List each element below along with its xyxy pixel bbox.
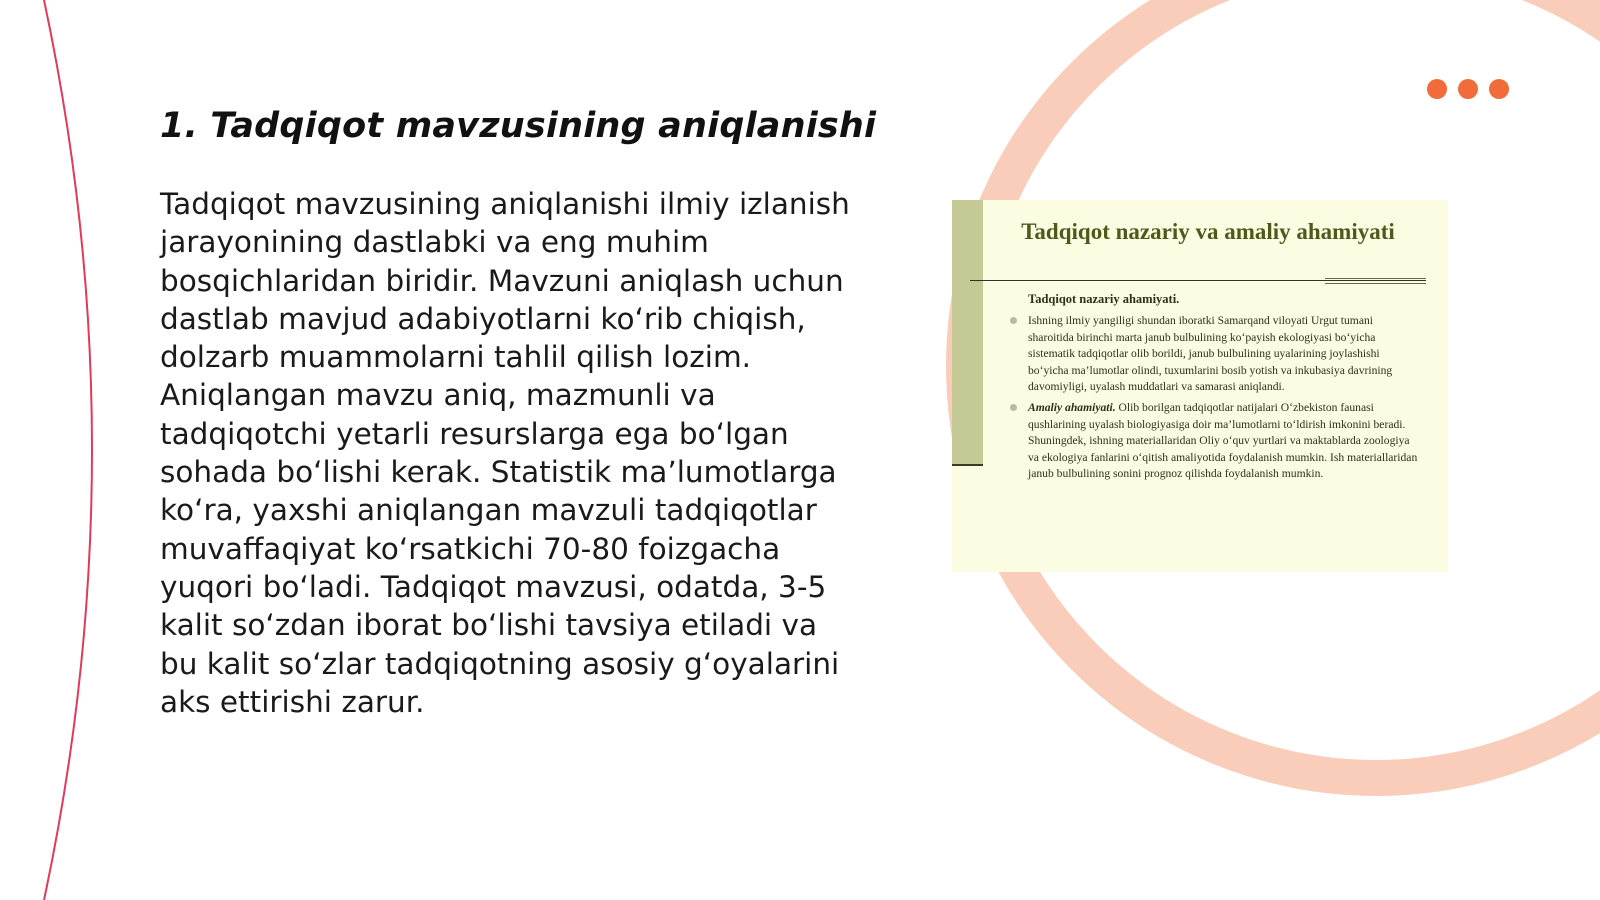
embedded-slide-bar-foot [952,464,983,466]
left-curve-line [44,0,92,900]
list-item-text: Ishning ilmiy yangiligi shundan iboratki Samarqand viloyati Urgut tumani sharoitida birinchi marta janub bulbulining ko‘payish ekologiyasi bo‘yicha sistematik tadqiqotlar olib borildi, janub bulbulining uyalarining joylashishi bo‘yicha ma’lumotlar olindi, tuxumlarini bosib yotish va inkubasiya davrining davomiyligi, uyalash muddatlari va samarasi aniqlandi. [1028,314,1393,394]
bullet-icon [1010,404,1017,411]
embedded-slide-subtitle: Tadqiqot nazariy ahamiyati. [1028,292,1180,306]
list-item-lead: Amaliy ahamiyati. [1028,400,1116,414]
embedded-slide-title: Tadqiqot nazariy va amaliy ahamiyati [1021,219,1395,244]
embedded-slide-image [952,200,1448,572]
dot-icon [1427,79,1447,99]
embedded-slide-divider-accent [1325,278,1426,284]
list-item [1010,313,1418,396]
list-item-text: Olib borilgan tadqiqotlar natijalari O‘zbekiston faunasi qushlarining uyalash biologiyasiga doir ma’lumotlarni to‘ldirish imkonini beradi. Shuningdek, ishning materiallaridan Oliy o‘quv yurtlari va maktablarda zoologiya va ekologiya fanlarini o‘qitish amaliyotida foydalanish mumkin. Ish materiallaridan janub bulbulining sonini prognoz qilishda foydalanish mumkin. [1028,400,1418,481]
bullet-icon [1010,317,1017,324]
embedded-slide-list [1010,313,1418,483]
embedded-slide-content [1010,292,1418,487]
list-item [1010,400,1418,483]
dot-icon [1489,79,1509,99]
embedded-slide-side-bar [952,200,983,464]
dot-icon [1458,79,1478,99]
decorative-dots [1427,79,1509,99]
slide-title: 1. Tadqiqot mavzusining aniqlanishi [160,106,877,146]
slide-body-text: Tadqiqot mavzusining aniqlanishi ilmiy izlanish jarayonining dastlabki va eng muhim bosqichlaridan biridir. Mavzuni aniqlash uchun dastlab mavjud adabiyotlarni ko‘rib chiqish, dolzarb muammolarni tahlil qilish lozim. Aniqlangan mavzu aniq, mazmunli va tadqiqotchi yetarli resurslarga ega bo‘lgan sohada bo‘lishi kerak. Statistik ma’lumotlarga ko‘ra, yaxshi aniqlangan mavzuli tadqiqotlar muvaffaqiyat ko‘rsatkichi 70-80 foizgacha yuqori bo‘ladi. Tadqiqot mavzusi, odatda, 3-5 kalit so‘zdan iborat bo‘lishi tavsiya etiladi va bu kalit so‘zlar tadqiqotning asosiy g‘oyalarini aks ettirishi zarur. [160,187,850,719]
